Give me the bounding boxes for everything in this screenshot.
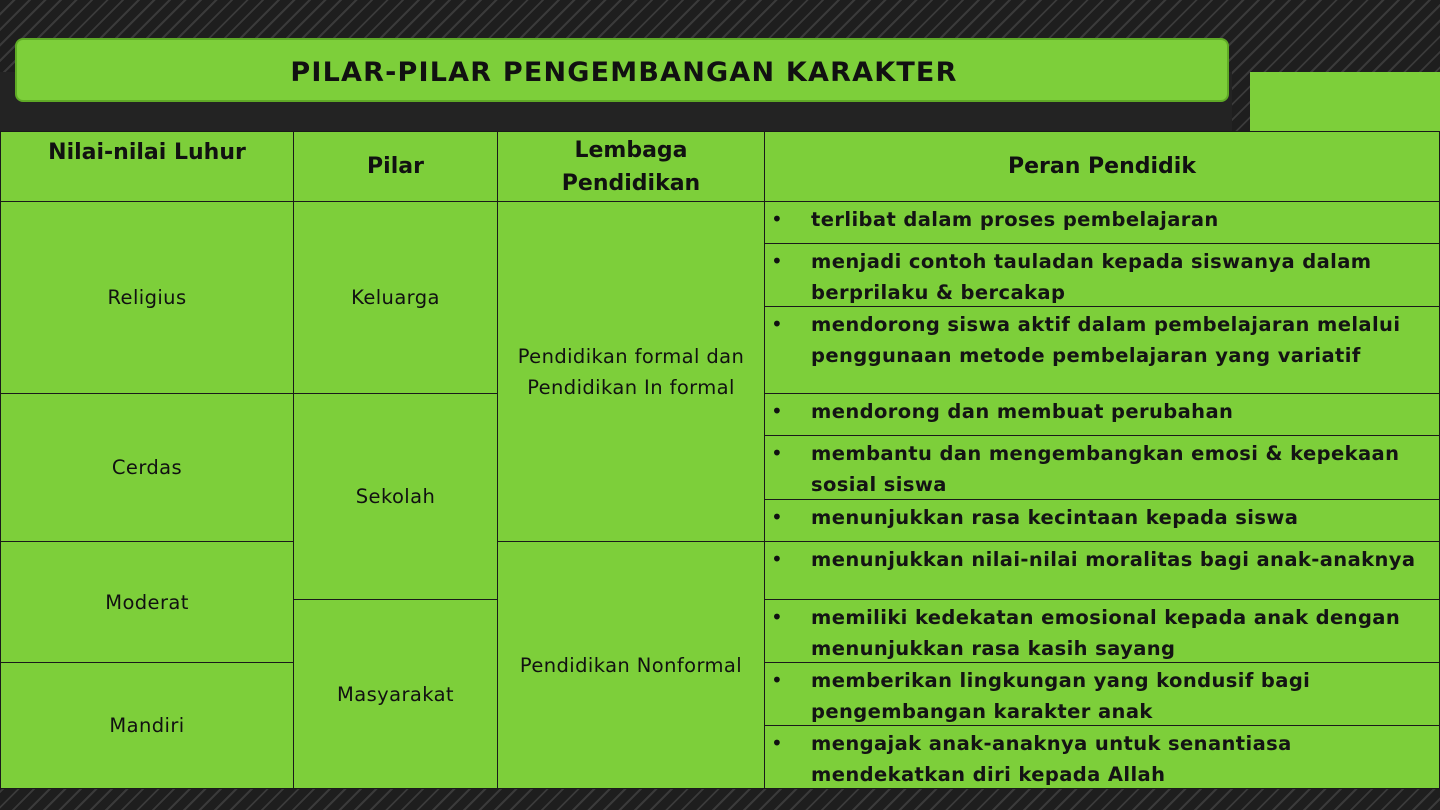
bullet-icon: •	[771, 312, 783, 336]
pilar-cell	[293, 393, 498, 600]
header-peran	[764, 131, 1440, 202]
peran-item	[764, 243, 1440, 307]
header-nilai-label: Nilai-nilai Luhur	[48, 140, 246, 165]
peran-item	[764, 662, 1440, 726]
header-lembaga-line1: Lembaga	[574, 137, 688, 163]
header-peran-label: Peran Pendidik	[1008, 154, 1196, 179]
bullet-icon: •	[771, 547, 783, 571]
lembaga-line: Pendidikan formal dan	[517, 344, 745, 368]
peran-text: menunjukkan rasa kasih sayang	[811, 637, 1176, 660]
peran-item	[764, 435, 1440, 500]
nilai-cell	[0, 662, 294, 789]
peran-text: mendorong siswa aktif dalam pembelajaran melalui	[811, 313, 1401, 336]
peran-text: mengajak anak-anaknya untuk senantiasa	[811, 732, 1292, 755]
lembaga-line: Pendidikan In formal	[527, 375, 735, 399]
pilar-cell	[293, 201, 498, 394]
peran-item	[764, 499, 1440, 542]
bullet-icon: •	[771, 605, 783, 629]
peran-text: berprilaku & bercakap	[811, 281, 1066, 304]
peran-text: menunjukkan nilai-nilai moralitas bagi anak-anaknya	[811, 548, 1416, 571]
bullet-icon: •	[771, 399, 783, 423]
nilai-label: Cerdas	[111, 456, 183, 479]
bullet-icon: •	[771, 249, 783, 273]
lembaga-cell	[497, 541, 765, 789]
header-pilar	[293, 131, 498, 202]
header-pilar-label: Pilar	[367, 154, 424, 179]
page-title: PILAR-PILAR PENGEMBANGAN KARAKTER	[290, 57, 958, 88]
bullet-icon: •	[771, 505, 783, 529]
peran-text: terlibat dalam proses pembelajaran	[811, 208, 1219, 231]
peran-item	[764, 725, 1440, 789]
nilai-cell	[0, 393, 294, 542]
peran-text: mendorong dan membuat perubahan	[811, 400, 1234, 423]
peran-text: mendekatkan diri kepada Allah	[811, 763, 1166, 786]
pilar-cell	[293, 599, 498, 789]
header-nilai	[0, 131, 294, 202]
bullet-icon: •	[771, 731, 783, 755]
header-lembaga	[497, 131, 765, 202]
bullet-icon: •	[771, 441, 783, 465]
nilai-cell	[0, 201, 294, 394]
nilai-label: Mandiri	[109, 714, 185, 737]
peran-item	[764, 306, 1440, 394]
pilar-label: Masyarakat	[337, 682, 454, 706]
peran-item	[764, 201, 1440, 244]
nilai-label: Religius	[107, 286, 187, 309]
pilar-label: Keluarga	[351, 286, 440, 309]
nilai-label: Moderat	[105, 590, 189, 614]
peran-item	[764, 541, 1440, 600]
peran-text: pengembangan karakter anak	[811, 700, 1153, 723]
peran-item	[764, 599, 1440, 663]
pilar-label: Sekolah	[355, 485, 436, 508]
peran-text: sosial siswa	[811, 473, 947, 496]
title-banner	[15, 38, 1229, 102]
lembaga-line: Pendidikan Nonformal	[519, 653, 743, 677]
lembaga-cell	[497, 201, 765, 542]
header-lembaga-line2: Pendidikan	[561, 170, 701, 196]
bullet-icon: •	[771, 668, 783, 692]
corner-decoration	[1250, 72, 1440, 132]
peran-text: menunjukkan rasa kecintaan kepada siswa	[811, 506, 1299, 529]
peran-text: memberikan lingkungan yang kondusif bagi	[811, 669, 1311, 692]
peran-text: memiliki kedekatan emosional kepada anak dengan	[811, 606, 1401, 629]
peran-item	[764, 393, 1440, 436]
peran-text: membantu dan mengembangkan emosi & kepekaan	[811, 442, 1400, 465]
nilai-cell	[0, 541, 294, 663]
peran-text: menjadi contoh tauladan kepada siswanya dalam	[811, 250, 1372, 273]
peran-text: penggunaan metode pembelajaran yang variatif	[811, 344, 1361, 367]
bullet-icon: •	[771, 207, 783, 231]
